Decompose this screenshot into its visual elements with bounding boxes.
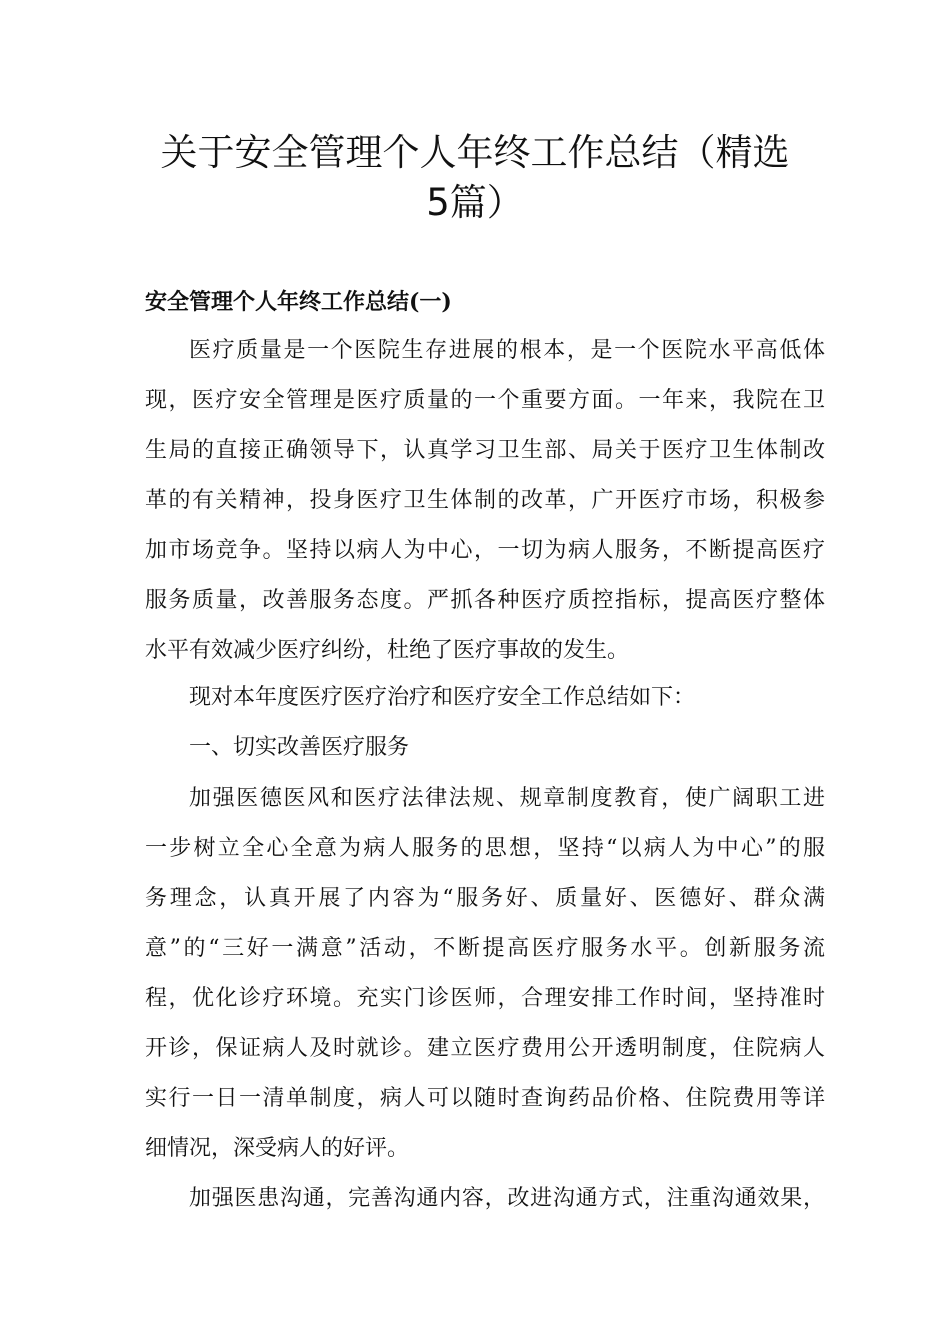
paragraph-line: 医疗质量是一个医院生存进展的根本，是一个医院水平高低体 [189, 338, 825, 363]
paragraph-line: 生局的直接正确领导下，认真学习卫生部、局关于医疗卫生体制改 [145, 438, 825, 463]
paragraph-line: 细情况，深受病人的好评。 [145, 1136, 410, 1161]
paragraph-line: 革的有关精神，投身医疗卫生体制的改革，广开医疗市场，积极参 [145, 488, 825, 513]
document-title [120, 128, 830, 228]
paragraph-line: 一步树立全心全意为病人服务的思想，坚持“以病人为中心”的服 [145, 836, 825, 861]
title-line-1: 关于安全管理个人年终工作总结（精选 [160, 131, 790, 174]
paragraph-2: 现对本年度医疗医疗治疗和医疗安全工作总结如下： [189, 685, 696, 710]
title-line-2: 5篇） [426, 181, 524, 224]
subheading-1: 一、切实改善医疗服务 [189, 735, 410, 760]
paragraph-line: 现，医疗安全管理是医疗质量的一个重要方面。一年来，我院在卫 [145, 388, 825, 413]
paragraph-line: 加强医患沟通，完善沟通内容，改进沟通方式，注重沟通效果， [189, 1186, 825, 1211]
paragraph-line: 实行一日一清单制度，病人可以随时查询药品价格、住院费用等详 [145, 1086, 825, 1111]
paragraph-line: 程，优化诊疗环境。充实门诊医师，合理安排工作时间，坚持准时 [145, 986, 825, 1011]
paragraph-line: 开诊，保证病人及时就诊。建立医疗费用公开透明制度，住院病人 [145, 1036, 825, 1061]
paragraph-line: 服务质量，改善服务态度。严抓各种医疗质控指标，提高医疗整体 [145, 588, 825, 613]
paragraph-line: 意”的“三好一满意”活动，不断提高医疗服务水平。创新服务流 [145, 936, 825, 961]
paragraph-line: 水平有效减少医疗纠纷，杜绝了医疗事故的发生。 [145, 638, 630, 663]
paragraph-line: 加市场竞争。坚持以病人为中心，一切为病人服务，不断提高医疗 [145, 538, 825, 563]
section-heading: 安全管理个人年终工作总结(一) [145, 289, 452, 315]
paragraph-4 [145, 1174, 825, 1224]
paragraph-line: 务理念，认真开展了内容为“服务好、质量好、医德好、群众满 [145, 886, 825, 911]
paragraph-3 [145, 774, 825, 1174]
paragraph-1 [145, 326, 825, 676]
paragraph-line: 加强医德医风和医疗法律法规、规章制度教育，使广阔职工进 [189, 786, 825, 811]
